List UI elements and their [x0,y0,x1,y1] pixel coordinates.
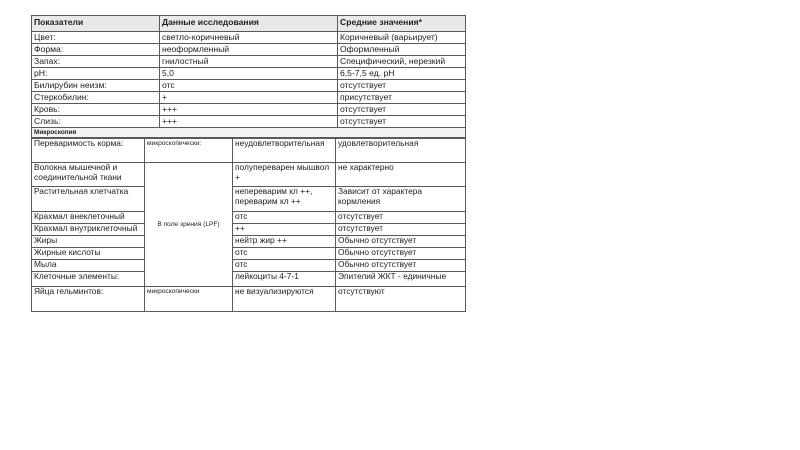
value-cell: не визуализируются [233,287,336,312]
summary-table [31,15,466,138]
value-cell: + [160,92,338,104]
param-cell: Цвет: [32,32,160,44]
norm-cell: Коричневый (варьирует) [338,32,466,44]
value-cell: неудовлетворительная [233,139,336,163]
table-row [32,139,466,163]
norm-cell: удовлетворительная [336,139,466,163]
lab-report-sheet [31,15,465,312]
norm-cell: отсутствует [336,212,466,224]
param-cell: Яйца гельминтов: [32,287,145,312]
header-average-values: Средние значения* [338,16,466,32]
table-row [32,287,466,312]
param-cell: Клеточные элементы: [32,272,145,287]
value-cell: +++ [160,104,338,116]
value-cell: ++ [233,224,336,236]
norm-cell: Эпителий ЖКТ - единичные [336,272,466,287]
param-cell: Мыла [32,260,145,272]
value-cell: отс [233,260,336,272]
norm-cell: 6,5-7,5 ед. pH [338,68,466,80]
value-cell: нейтр жир ++ [233,236,336,248]
value-cell: лейкоциты 4-7-1 [233,272,336,287]
method-lpf-cell: В поле зрения (LPF) [145,163,233,287]
table-row [32,187,466,212]
table-row [32,272,466,287]
table-row [32,116,466,128]
norm-cell: отсутствует [336,224,466,236]
norm-cell: не характерно [336,163,466,187]
header-study-data: Данные исследования [160,16,338,32]
param-cell: Кровь: [32,104,160,116]
param-cell: Стеркобилин: [32,92,160,104]
param-cell: pH: [32,68,160,80]
norm-cell: Обычно отсутствует [336,236,466,248]
method-cell: микроскопически [145,287,233,312]
value-cell: гнилостный [160,56,338,68]
param-cell: Форма: [32,44,160,56]
table-row [32,224,466,236]
param-cell: Запах: [32,56,160,68]
table-row [32,248,466,260]
param-cell: Растительная клетчатка [32,187,145,212]
value-cell: 5,0 [160,68,338,80]
method-cell: микроскопически: [145,139,233,163]
norm-cell: Оформленный [338,44,466,56]
norm-cell: отсутствуют [336,287,466,312]
table-row [32,163,466,187]
param-cell: Переваримость корма: [32,139,145,163]
header-parameters: Показатели [32,16,160,32]
param-cell: Крахмал внутриклеточный [32,224,145,236]
table-row [32,260,466,272]
value-cell: отс [233,212,336,224]
value-cell: непереварим кл ++, переварим кл ++ [233,187,336,212]
norm-cell: присутствует [338,92,466,104]
microscopy-table [31,138,466,312]
param-cell: Жирные кислоты [32,248,145,260]
table-row [32,44,466,56]
norm-cell: отсутствует [338,116,466,128]
microscopy-section-row [32,128,466,138]
param-cell: Волокна мышечной и соединительной ткани [32,163,145,187]
param-cell: Жиры [32,236,145,248]
table-row [32,32,466,44]
table-row [32,212,466,224]
norm-cell: Специфический, нерезкий [338,56,466,68]
table-row [32,92,466,104]
value-cell: отс [233,248,336,260]
norm-cell: отсутствует [338,104,466,116]
table-row [32,236,466,248]
value-cell: неоформленный [160,44,338,56]
value-cell: полупереварен мышвол + [233,163,336,187]
summary-header-row [32,16,466,32]
table-row [32,56,466,68]
norm-cell: Обычно отсутствует [336,248,466,260]
norm-cell: Зависит от характера кормления [336,187,466,212]
norm-cell: Обычно отсутствует [336,260,466,272]
value-cell: отс [160,80,338,92]
param-cell: Билирубин неизм: [32,80,160,92]
table-row [32,80,466,92]
table-row [32,104,466,116]
norm-cell: отсутствует [338,80,466,92]
param-cell: Слизь: [32,116,160,128]
value-cell: светло-коричневый [160,32,338,44]
value-cell: +++ [160,116,338,128]
microscopy-section-title: Микроскопия [32,128,466,138]
table-row [32,68,466,80]
param-cell: Крахмал внеклеточный [32,212,145,224]
